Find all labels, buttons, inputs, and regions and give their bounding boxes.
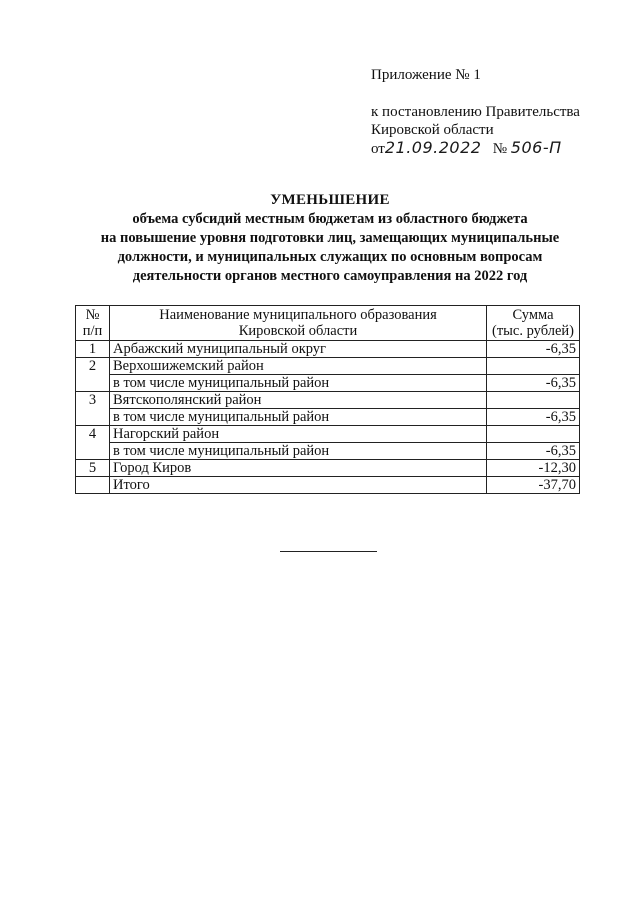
row-num [76,409,110,426]
title-line-3: должности, и муниципальных служащих по основным вопросам [117,249,543,265]
row-sum: -6,35 [487,375,580,392]
row-name: Арбажский муниципальный округ [110,341,487,358]
table-total-row [76,477,580,494]
header-name-line-1: Наименование муниципального образования [159,307,437,323]
appendix-label: Приложение № 1 [371,67,481,83]
table-row [76,358,580,375]
table-row [76,341,580,358]
table-row [76,409,580,426]
row-sum [487,392,580,409]
header-num-line-1: № [85,307,100,323]
table-row [76,426,580,443]
decree-date-number [371,139,580,158]
row-sum: -6,35 [487,409,580,426]
row-num: 4 [76,426,110,443]
subsidy-table [75,305,580,494]
row-name: в том числе муниципальный район [110,443,487,460]
decree-number: 506-П [510,138,562,157]
row-num: 3 [76,392,110,409]
row-name: Нагорский район [110,426,487,443]
row-name: Город Киров [110,460,487,477]
title-line-1: объема субсидий местным бюджетам из областного бюджета [132,211,528,227]
header-num-line-2: п/п [82,323,103,339]
row-sum [487,426,580,443]
row-name: Верхошижемский район [110,358,487,375]
decree-reference [371,103,580,158]
row-sum: -12,30 [487,460,580,477]
header-sum-line-2: (тыс. рублей) [492,323,574,339]
date-prefix: от [371,141,385,157]
table-row [76,443,580,460]
header-num [76,306,110,341]
row-name: Вятскополянский район [110,392,487,409]
row-num: 1 [76,341,110,358]
row-sum: -37,70 [487,477,580,494]
table-row [76,375,580,392]
header-sum [487,306,580,341]
decree-line-2: Кировской области [371,122,494,138]
row-num: 2 [76,358,110,375]
table-row [76,460,580,477]
row-name: Итого [110,477,487,494]
table-row [76,392,580,409]
closing-divider-line [280,551,377,552]
row-name: в том числе муниципальный район [110,409,487,426]
row-name: в том числе муниципальный район [110,375,487,392]
decree-line-1: к постановлению Правительства [371,104,580,120]
header-sum-line-1: Сумма [512,307,554,323]
row-num: 5 [76,460,110,477]
decree-date: 21.09.2022 [384,138,482,157]
row-num [76,375,110,392]
row-num [76,477,110,494]
title-line-4: деятельности органов местного самоуправления на 2022 год [132,268,528,284]
title-heading: УМЕНЬШЕНИЕ [270,192,390,208]
row-num [76,443,110,460]
header-name-line-2: Кировской области [238,323,358,339]
title-line-2: на повышение уровня подготовки лиц, замещающих муниципальные [100,230,560,246]
row-sum: -6,35 [487,341,580,358]
number-prefix: № [492,141,508,157]
row-sum [487,358,580,375]
table-header-row [76,306,580,341]
row-sum: -6,35 [487,443,580,460]
header-name [110,306,487,341]
document-title [60,191,600,286]
